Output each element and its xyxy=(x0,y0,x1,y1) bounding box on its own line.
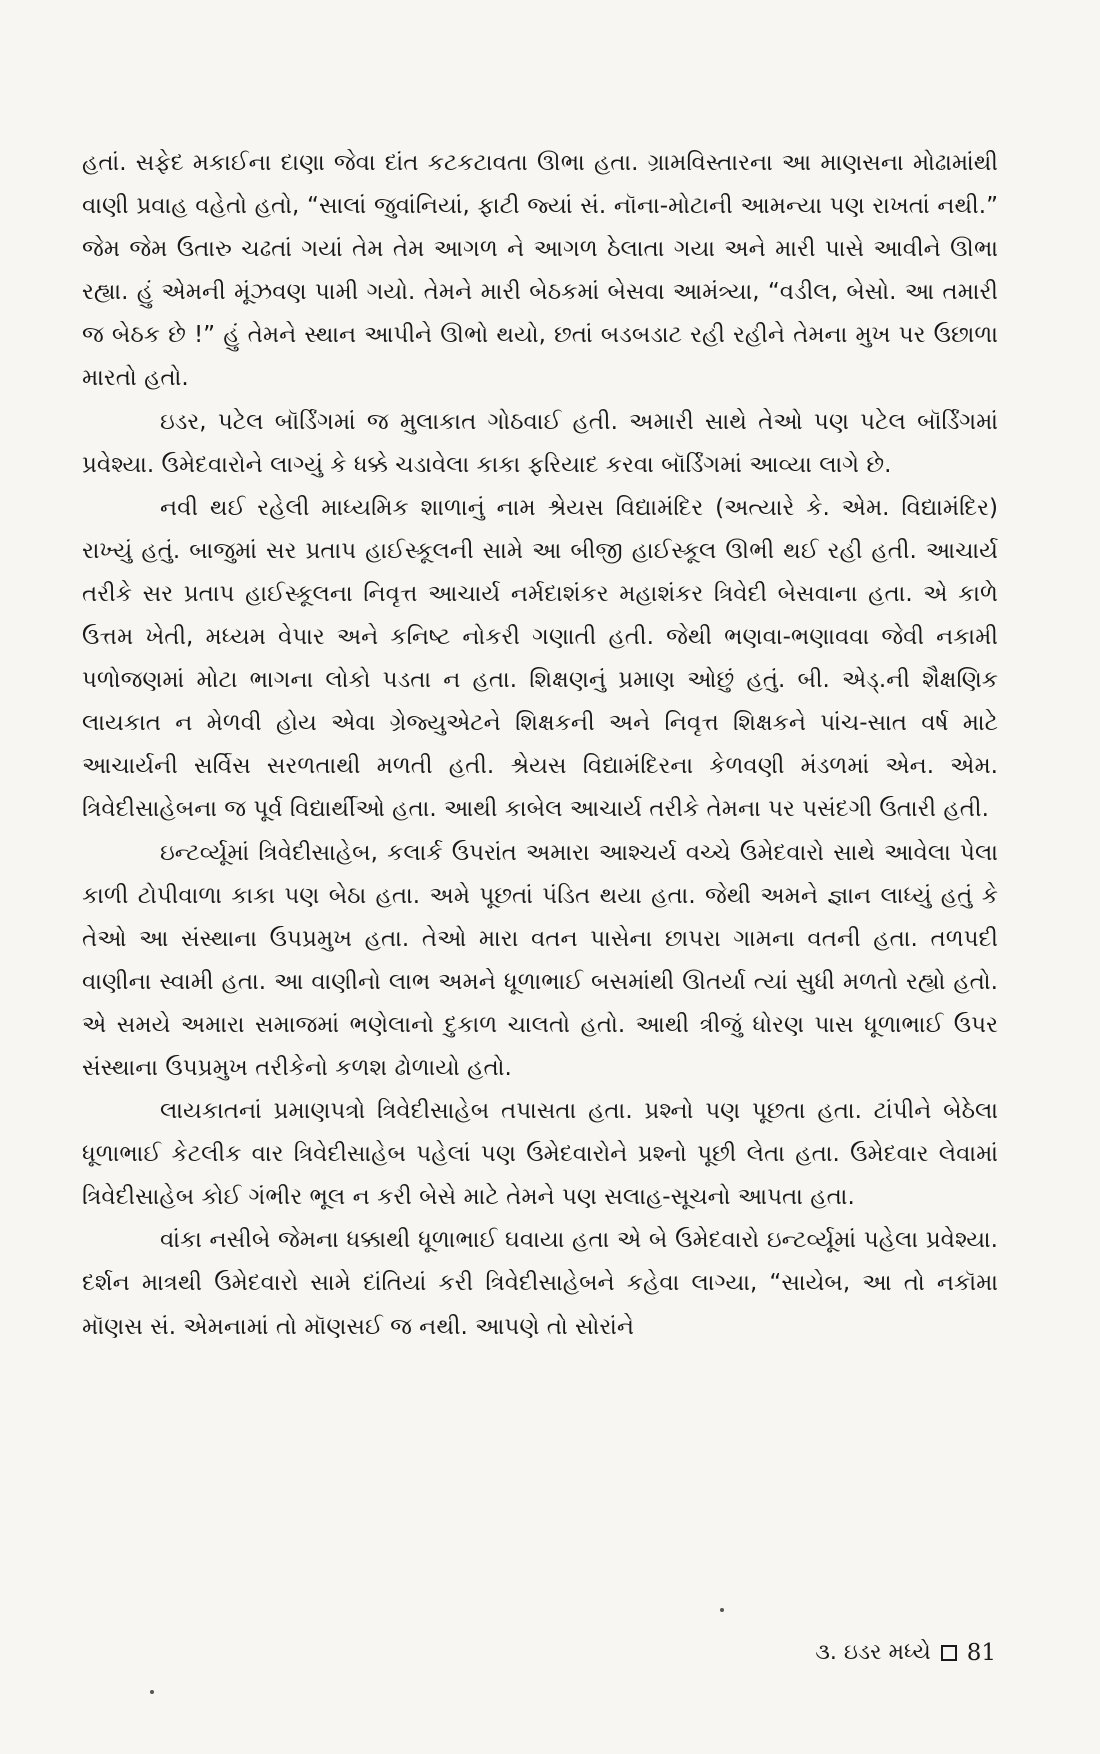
scan-speck xyxy=(150,1690,154,1694)
scan-speck xyxy=(720,1608,724,1612)
paragraph-candidates: વાંકા નસીબે જેમના ધક્કાથી ધૂળાભાઈ ઘવાયા હતા એ બે ઉમેદવારો ઇન્ટર્વ્યૂમાં પહેલા પ્રવેશ્યા. દર્શન માત્રથી ઉમેદવારો સામે દાંતિયાં કરી ત્રિવેદીસાહેબને કહેવા લાગ્યા, “સાયેબ, આ તો નકૉમા મૉણસ સં. એમનામાં તો મૉણસઈ જ નથી. આપણે તો સોરાંને xyxy=(82,1227,998,1340)
page-footer xyxy=(815,1638,996,1668)
paragraph-interview: ઇન્ટર્વ્યૂમાં ત્રિવેદીસાહેબ, કલાર્ક ઉપરાંત અમારા આશ્ચર્ય વચ્ચે ઉમેદવારો સાથે આવેલા પેલા કાળી ટોપીવાળા કાકા પણ બેઠા હતા. અમે પૂછતાં પંડિત થયા હતા. જેથી અમને જ્ઞાન લાધ્યું હતું કે તેઓ આ સંસ્થાના ઉપપ્રમુખ હતા. તેઓ મારા વતન પાસેના છાપરા ગામના વતની હતા. તળપદી વાણીના સ્વામી હતા. આ વાણીનો લાભ અમને ધૂળાભાઈ બસમાંથી ઊતર્યા ત્યાં સુધી મળતો રહ્યો હતો. એ સમયે અમારા સમાજમાં ભણેલાનો દુકાળ ચાલતો હતો. આથી ત્રીજું ધોરણ પાસ ધૂળાભાઈ ઉપર સંસ્થાના ઉપપ્રમુખ તરીકેનો કળશ ઢોળાયો હતો. xyxy=(82,839,998,1081)
paragraph-certificates: લાયકાતનાં પ્રમાણપત્રો ત્રિવેદીસાહેબ તપાસતા હતા. પ્રશ્નો પણ પૂછતા હતા. ટાંપીને બેઠેલા ધૂળાભાઈ કેટલીક વાર ત્રિવેદીસાહેબ પહેલાં પણ ઉમેદવારોને પ્રશ્નો પૂછી લેતા હતા. ઉમેદવાર લેવામાં ત્રિવેદીસાહેબ કોઈ ગંભીર ભૂલ ન કરી બેસે માટે તેમને પણ સલાહ-સૂચનો આપતા હતા. xyxy=(82,1098,998,1211)
body-text xyxy=(82,142,998,1349)
square-box-icon xyxy=(941,1645,957,1661)
paragraph-idar-boarding: ઇડર, પટેલ બૉર્ડિંગમાં જ મુલાકાત ગોઠવાઈ હતી. અમારી સાથે તેઓ પણ પટેલ બૉર્ડિંગમાં પ્રવેશ્યા. ઉમેદવારોને લાગ્યું કે ધક્કે ચડાવેલા કાકા ફરિયાદ કરવા બૉર્ડિંગમાં આવ્યા લાગે છે. xyxy=(82,408,998,478)
running-head: ૩. ઇડર મધ્યે xyxy=(815,1640,931,1665)
paragraph-continuation: હતાં. સફેદ મકાઈના દાણા જેવા દાંત કટકટાવતા ઊભા હતા. ગ્રામવિસ્તારના આ માણસના મોઢામાંથી વાણી પ્રવાહ વહેતો હતો, “સાલાં જુવાંનિયાં, ફાટી જ્યાં સં. નૉના-મોટાની આમન્યા પણ રાખતાં નથી.” જેમ જેમ ઉતારુ ચઢતાં ગયાં તેમ તેમ આગળ ને આગળ ઠેલાતા ગયા અને મારી પાસે આવીને ઊભા રહ્યા. હું એમની મૂંઝવણ પામી ગયો. તેમને મારી બેઠકમાં બેસવા આમંત્ર્યા, “વડીલ, બેસો. આ તમારી જ બેઠક છે !” હું તેમને સ્થાન આપીને ઊભો થયો, છતાં બડબડાટ રહી રહીને તેમના મુખ પર ઉછાળા મારતો હતો. xyxy=(82,150,998,392)
page-number: 81 xyxy=(966,1640,996,1666)
paragraph-shreyas-school: નવી થઈ રહેલી માધ્યમિક શાળાનું નામ શ્રેયસ વિદ્યામંદિર (અત્યારે કે. એમ. વિદ્યામંદિર) રાખ્યું હતું. બાજુમાં સર પ્રતાપ હાઈસ્કૂલની સામે આ બીજી હાઈસ્કૂલ ઊભી થઈ રહી હતી. આચાર્ય તરીકે સર પ્રતાપ હાઈસ્કૂલના નિવૃત્ત આચાર્ય નર્મદાશંકર મહાશંકર ત્રિવેદી બેસવાના હતા. એ કાળે ઉત્તમ ખેતી, મધ્યમ વેપાર અને કનિષ્ટ નોકરી ગણાતી હતી. જેથી ભણવા-ભણાવવા જેવી નકામી પળોજણમાં મોટા ભાગના લોકો પડતા ન હતા. શિક્ષણનું પ્રમાણ ઓછું હતું. બી. એડ્.ની શૈક્ષણિક લાયકાત ન મેળવી હોય એવા ગ્રેજ્યુએટને શિક્ષકની અને નિવૃત્ત શિક્ષકને પાંચ-સાત વર્ષ માટે આચાર્યની સર્વિસ સરળતાથી મળતી હતી. શ્રેયસ વિદ્યામંદિરના કેળવણી મંડળમાં એન. એમ. ત્રિવેદીસાહેબના જ પૂર્વ વિદ્યાર્થીઓ હતા. આથી કાબેલ આચાર્ય તરીકે તેમના પર પસંદગી ઉતારી હતી. xyxy=(82,494,998,823)
